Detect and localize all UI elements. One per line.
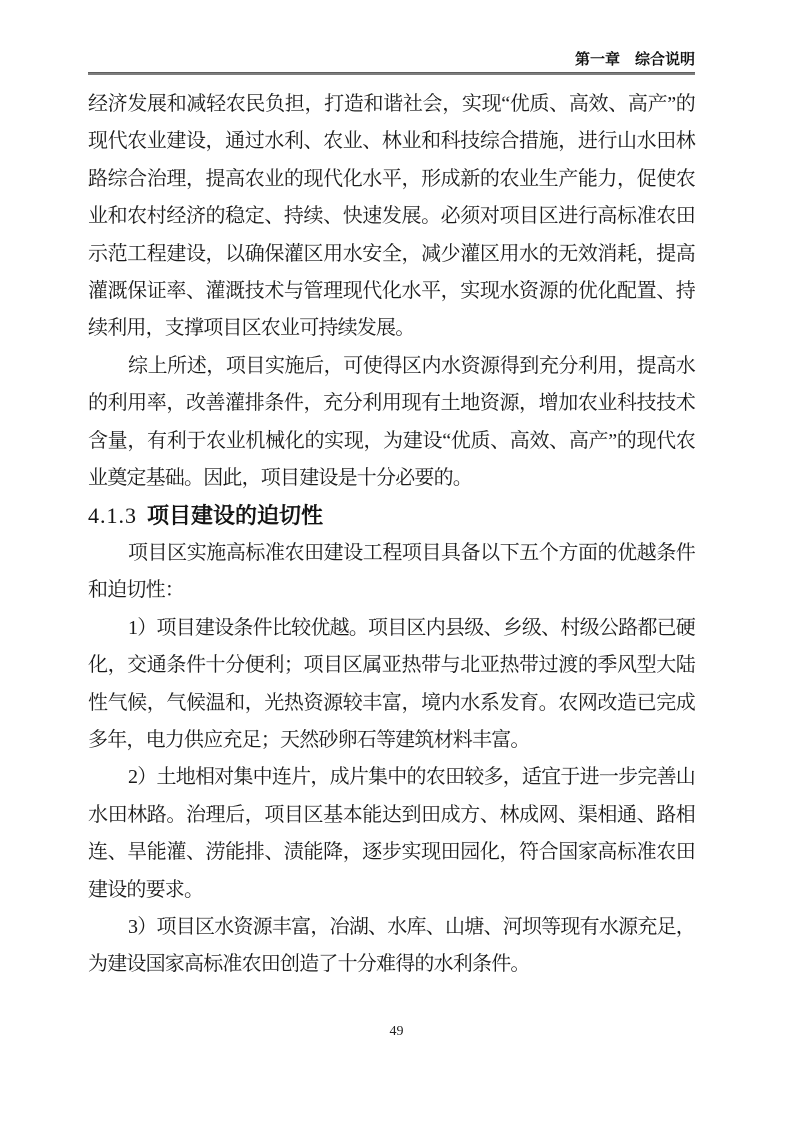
paragraph-intro: 项目区实施高标准农田建设工程项目具备以下五个方面的优越条件和迫切性： [88, 541, 695, 602]
document-body [88, 86, 695, 984]
paragraph-item-3: 3）项目区水资源丰富，冶湖、水库、山塘、河坝等现有水源充足，为建设国家高标准农田创造了十分难得的水利条件。 [88, 915, 695, 976]
section-heading-4-1-3 [88, 497, 695, 534]
paragraph-item-1: 1）项目建设条件比较优越。项目区内县级、乡级、村级公路都已硬化，交通条件十分便利；项目区属亚热带与北亚热带过渡的季风型大陆性气候，气候温和，光热资源较丰富，境内水系发育。农网改造已完成多年，电力供应充足；天然砂卵石等建筑材料丰富。 [88, 616, 695, 751]
chapter-title: 综合说明 [634, 51, 695, 68]
paragraph-item-2: 2）土地相对集中连片，成片集中的农田较多，适宜于进一步完善山水田林路。治理后，项目区基本能达到田成方、林成网、渠相通、路相连、旱能灌、涝能排、渍能降，逐步实现田园化，符合国家高标准农田建设的要求。 [88, 766, 695, 901]
running-header [88, 51, 695, 68]
section-number: 4.1.3 [88, 503, 137, 529]
section-title: 项目建设的迫切性 [147, 503, 324, 529]
page-number: 49 [389, 1024, 404, 1039]
header-rule [88, 72, 695, 75]
paragraph-summary: 综上所述，项目实施后，可使得区内水资源得到充分利用，提高水的利用率，改善灌排条件，充分利用现有土地资源，增加农业科技技术含量，有利于农业机械化的实现，为建设“优质、高效、高产”的现代农业奠定基础。因此，项目建设是十分必要的。 [88, 354, 695, 490]
page-header [88, 51, 695, 75]
page-footer [0, 1022, 793, 1040]
chapter-label: 第一章 [574, 51, 620, 68]
paragraph-continuation: 经济发展和减轻农民负担，打造和谐社会，实现“优质、高效、高产”的现代农业建设，通过水利、农业、林业和科技综合措施，进行山水田林路综合治理，提高农业的现代化水平，形成新的农业生产能力，促使农业和农村经济的稳定、持续、快速发展。必须对项目区进行高标准农田示范工程建设，以确保灌区用水安全，减少灌区用水的无效消耗，提高灌溉保证率、灌溉技术与管理现代化水平，实现水资源的优化配置、持续利用，支撑项目区农业可持续发展。 [88, 93, 695, 340]
